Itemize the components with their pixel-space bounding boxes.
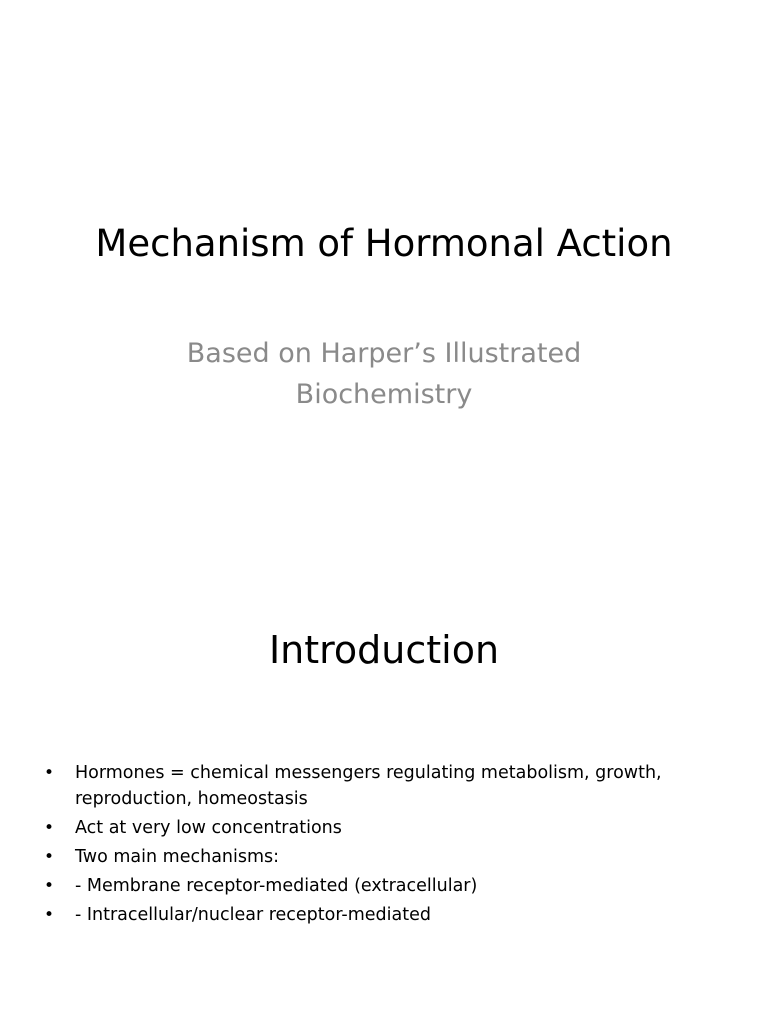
bullet-list — [40, 760, 680, 931]
bullet-icon: • — [44, 905, 55, 925]
bullet-item — [40, 844, 680, 870]
introduction-slide — [0, 512, 768, 1024]
bullet-item — [40, 815, 680, 841]
bullet-icon: • — [44, 847, 55, 867]
subtitle-line-2: Biochemistry — [295, 379, 473, 410]
bullet-item — [40, 902, 680, 928]
bullet-icon: • — [44, 876, 55, 896]
subtitle-line-1: Based on Harper’s Illustrated — [186, 338, 582, 369]
bullet-icon: • — [44, 763, 55, 783]
bullet-text: - Intracellular/nuclear receptor-mediated — [75, 905, 431, 925]
bullet-icon: • — [44, 818, 55, 838]
bullet-text: Hormones = chemical messengers regulating metabolism, growth, reproduction, homeostasis — [75, 763, 662, 809]
bullet-item — [40, 873, 680, 899]
bullet-text: Two main mechanisms: — [75, 847, 280, 867]
slide-subtitle — [134, 333, 634, 415]
section-title: Introduction — [268, 628, 500, 672]
bullet-item — [40, 760, 680, 812]
slide-title: Mechanism of Hormonal Action — [95, 222, 673, 265]
bullet-text: Act at very low concentrations — [75, 818, 342, 838]
bullet-text: - Membrane receptor-mediated (extracellular) — [75, 876, 478, 896]
